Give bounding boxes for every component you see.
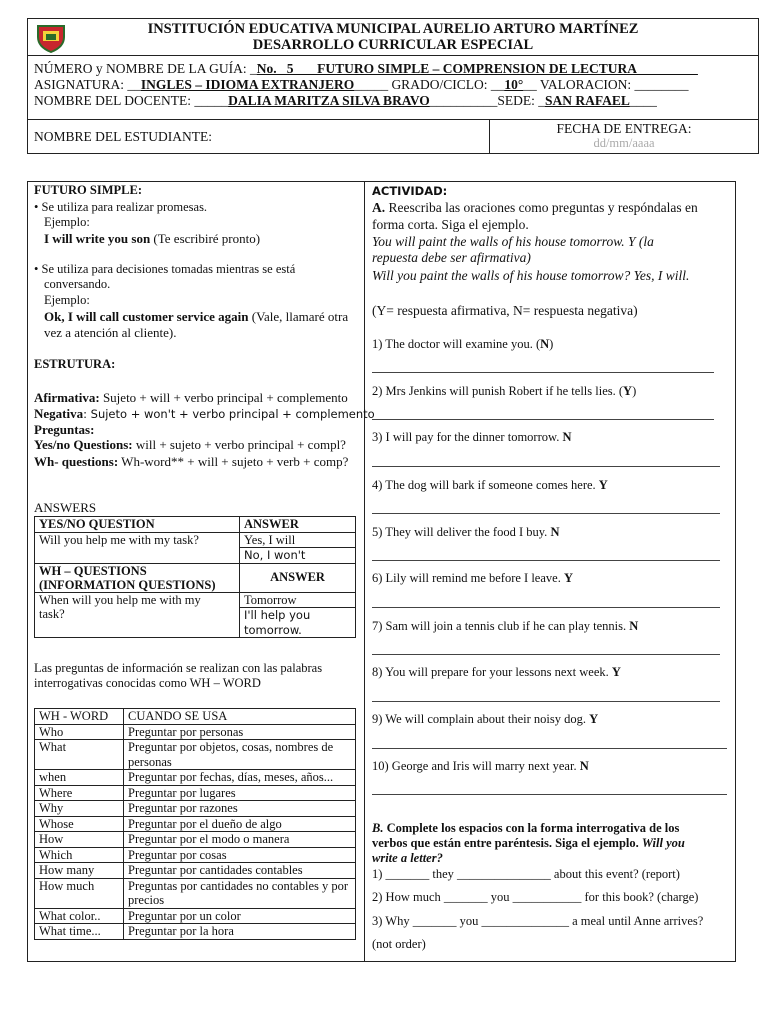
- table-row: when Preguntar por fechas, días, meses, años...: [35, 770, 356, 786]
- yesno-row: Yes/no Questions: will + sujeto + verbo principal + compl?: [34, 437, 346, 452]
- guia-row: NÚMERO y NOMBRE DE LA GUÍA: _No. _5___ FUTURO SIMPLE – COMPRENSION DE LECTURA_________: [34, 61, 698, 76]
- answer-line-2[interactable]: [372, 419, 714, 420]
- answer-line-3[interactable]: [372, 466, 720, 467]
- example-a-1: You will paint the walls of his house tomorrow. Y (la: [372, 234, 654, 249]
- answer-legend: (Y= respuesta afirmativa, N= respuesta negativa): [372, 303, 638, 318]
- answers-title: ANSWERS: [34, 500, 97, 515]
- header-box: [27, 18, 759, 154]
- bullet-dot-icon: •: [34, 262, 39, 276]
- program-name: DESARROLLO CURRICULAR ESPECIAL: [252, 37, 534, 53]
- table-row: Whose Preguntar por el dueño de algo: [35, 816, 356, 832]
- example-a-3: Will you paint the walls of his house tomorrow? Yes, I will.: [372, 268, 690, 283]
- question-b-3[interactable]: 3) Why _______ you ______________ a meal until Anne arrives?: [372, 914, 704, 928]
- afirmativa-row: Afirmativa: Sujeto + will + verbo principal + complemento: [34, 390, 348, 405]
- ejemplo-2: Ejemplo:: [44, 293, 90, 307]
- answer-line-5[interactable]: [372, 560, 720, 561]
- bullet-2: • Se utiliza para decisiones tomadas mientras se está: [34, 262, 296, 276]
- fecha-label: FECHA DE ENTREGA:: [556, 121, 692, 136]
- table-row: Where Preguntar por lugares: [35, 785, 356, 801]
- answers-table: [34, 516, 356, 638]
- docente-row: NOMBRE DEL DOCENTE: _____DALIA MARITZA SILVA BRAVO__________SEDE: _SAN RAFAEL____: [34, 93, 657, 108]
- table-row: Who Preguntar por personas: [35, 724, 356, 740]
- question-4: 4) The dog will bark if someone comes here. Y: [372, 478, 608, 492]
- table-row: WH – QUESTIONS (INFORMATION QUESTIONS) ANSWER: [35, 563, 356, 592]
- example-a-2: repuesta debe ser afirmativa): [372, 250, 531, 265]
- preguntas-title: Preguntas:: [34, 422, 95, 437]
- futuro-title: FUTURO SIMPLE:: [34, 183, 142, 197]
- guia-value: No. _5___ FUTURO SIMPLE – COMPRENSION DE LECTURA_________: [256, 61, 698, 76]
- example-2-cont: vez a atención al cliente).: [44, 325, 177, 340]
- table-row: No, I won't: [35, 548, 356, 564]
- example-1: I will write you son (Te escribiré pronto): [44, 231, 261, 246]
- activity-b-example: write a letter?: [372, 851, 443, 865]
- answer-line-7[interactable]: [372, 654, 720, 655]
- bullet-1: • Se utiliza para realizar promesas.: [34, 200, 208, 214]
- question-9: 9) We will complain about their noisy dog. Y: [372, 712, 599, 726]
- table-row: Will you help me with my task? Yes, I will: [35, 532, 356, 548]
- table-row: How much Preguntas por cantidades no contables y por precios: [35, 878, 356, 908]
- answer-line-4[interactable]: [372, 513, 720, 514]
- question-10: 10) George and Iris will marry next year. N: [372, 759, 589, 773]
- question-b-1[interactable]: 1) _______ they _______________ about this event? (report): [372, 867, 680, 881]
- example-2: Ok, I will call customer service again (Vale, llamaré otra: [44, 309, 349, 324]
- actividad-title: ACTIVIDAD:: [372, 184, 448, 198]
- info-line-1: Las preguntas de información se realizan con las palabras: [34, 661, 323, 675]
- info-line-2: interrogativas conocidas como WH – WORD: [34, 676, 261, 690]
- wh-row: Wh- questions: Wh-word** + will + sujeto + verb + comp?: [34, 454, 349, 469]
- answer-line-6[interactable]: [372, 607, 720, 608]
- question-5: 5) They will deliver the food I buy. N: [372, 525, 560, 539]
- question-2: 2) Mrs Jenkins will punish Robert if he tells lies. (Y): [372, 384, 637, 398]
- question-1: 1) The doctor will examine you. (N): [372, 337, 554, 351]
- fecha-input[interactable]: dd/mm/aaaa: [593, 136, 655, 150]
- question-7: 7) Sam will join a tennis club if he can play tennis. N: [372, 619, 639, 633]
- table-row: What color.. Preguntar por un color: [35, 908, 356, 924]
- table-row: Which Preguntar por cosas: [35, 847, 356, 863]
- estructura-title: ESTRUTURA:: [34, 357, 116, 371]
- estudiante-label: NOMBRE DEL ESTUDIANTE:: [34, 129, 212, 144]
- table-row: What time... Preguntar por la hora: [35, 924, 356, 940]
- answer-line-1[interactable]: [372, 372, 714, 373]
- table-row: Why Preguntar por razones: [35, 801, 356, 817]
- table-row: YES/NO QUESTION ANSWER: [35, 517, 356, 533]
- table-row: How Preguntar por el modo o manera: [35, 832, 356, 848]
- activity-a-instructions: A. Reescriba las oraciones como preguntas y respóndalas en: [372, 200, 698, 215]
- table-row: I'll help you tomorrow.: [35, 608, 356, 638]
- table-row: When will you help me with my task? Tomorrow: [35, 592, 356, 608]
- question-b-3-verb: (not order): [372, 937, 426, 951]
- answer-line-10[interactable]: [372, 794, 727, 795]
- question-b-2[interactable]: 2) How much _______ you ___________ for this book? (charge): [372, 890, 699, 904]
- question-8: 8) You will prepare for your lessons next week. Y: [372, 665, 621, 679]
- bullet-dot-icon: •: [34, 200, 39, 214]
- answer-line-9[interactable]: [372, 748, 727, 749]
- question-3: 3) I will pay for the dinner tomorrow. N: [372, 430, 572, 444]
- institution-name: INSTITUCIÓN EDUCATIVA MUNICIPAL AURELIO ARTURO MARTÍNEZ: [147, 21, 639, 37]
- table-row: What Preguntar por objetos, cosas, nombres de personas: [35, 740, 356, 770]
- activity-b-instructions-2: verbos que están entre paréntesis. Siga el ejemplo. Will you: [372, 836, 685, 850]
- ejemplo-1: Ejemplo:: [44, 215, 90, 229]
- negativa-row: Negativa: Sujeto + won't + verbo principal + complemento: [34, 406, 375, 421]
- asignatura-row: ASIGNATURA: __INGLES – IDIOMA EXTRANJERO_____ GRADO/CICLO: __10°__ VALORACION: ________: [34, 77, 689, 92]
- question-6: 6) Lily will remind me before I leave. Y: [372, 571, 573, 585]
- table-row: WH - WORD CUANDO SE USA: [35, 709, 356, 725]
- activity-b-instructions: B. Complete los espacios con la forma interrogativa de los: [372, 821, 680, 835]
- wh-word-table: [34, 708, 356, 940]
- bullet-2-cont: conversando.: [44, 277, 111, 291]
- activity-a-instructions-2: forma corta. Siga el ejemplo.: [372, 217, 529, 232]
- table-row: How many Preguntar por cantidades contables: [35, 863, 356, 879]
- answer-line-8[interactable]: [372, 701, 720, 702]
